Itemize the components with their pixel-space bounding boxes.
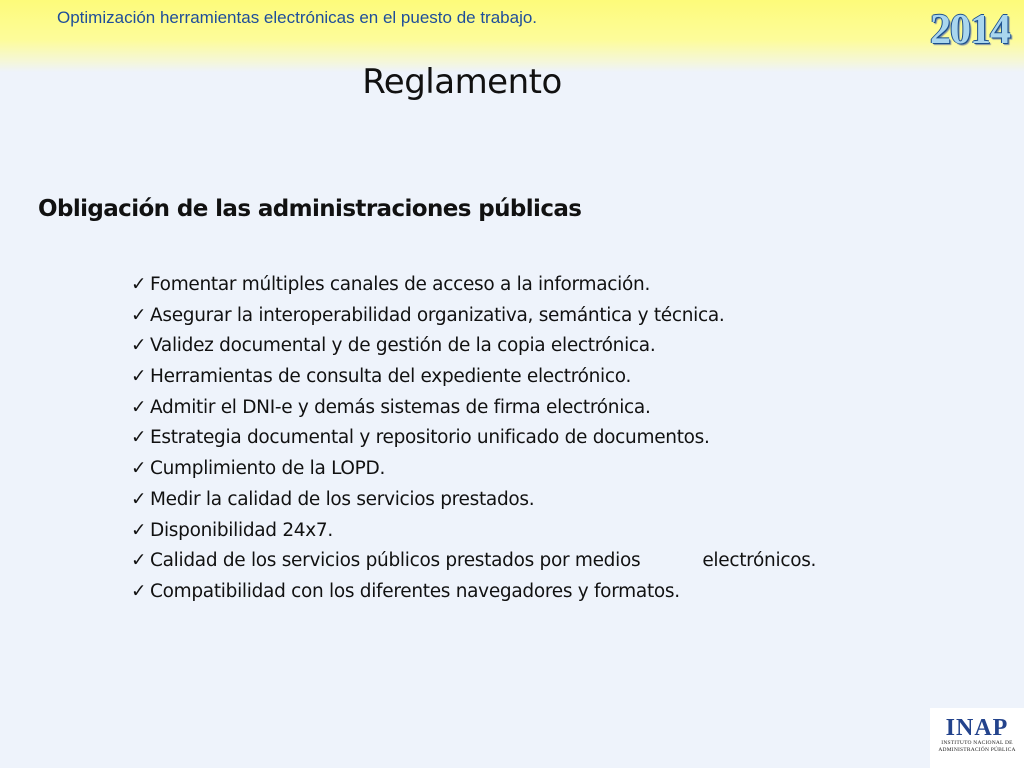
checkmark-icon: ✓ [131, 488, 147, 510]
presentation-title: Optimización herramientas electrónicas en el puesto de trabajo. [57, 8, 538, 27]
list-item [131, 362, 816, 393]
list-item [131, 577, 816, 608]
checkmark-icon: ✓ [131, 304, 147, 326]
list-item-text: Validez documental y de gestión de la copia electrónica. [150, 335, 656, 357]
checkmark-icon: ✓ [131, 366, 147, 388]
checkmark-icon: ✓ [131, 427, 147, 449]
logo-subtitle-line1: INSTITUTO NACIONAL DE [941, 740, 1013, 746]
logo-name: INAP [945, 715, 1009, 741]
list-item-text: Admitir el DNI-e y demás sistemas de firma electrónica. [150, 396, 651, 418]
list-item-text: Cumplimiento de la LOPD. [150, 458, 386, 480]
slide-title: Reglamento [362, 62, 562, 102]
checkmark-icon: ✓ [131, 458, 147, 480]
list-item-text: Medir la calidad de los servicios prestados. [150, 488, 535, 510]
checkmark-icon: ✓ [131, 335, 147, 357]
list-item [131, 331, 816, 362]
year-badge: 2014 [930, 7, 1010, 53]
obligation-list [131, 270, 816, 608]
list-item [131, 393, 816, 424]
list-item-text: Herramientas de consulta del expediente electrónico. [150, 366, 632, 388]
list-item-continuation: electrónicos. [702, 550, 817, 572]
section-heading: Obligación de las administraciones públicas [38, 196, 582, 222]
list-item [131, 301, 816, 332]
list-item-text: Asegurar la interoperabilidad organizativa, semántica y técnica. [150, 304, 725, 326]
list-item [131, 546, 816, 577]
logo-subtitle-line2: ADMINISTRACIÓN PÚBLICA [938, 747, 1016, 753]
checkmark-icon: ✓ [131, 580, 147, 602]
checkmark-icon: ✓ [131, 550, 147, 572]
checkmark-icon: ✓ [131, 519, 147, 541]
inap-logo [930, 708, 1024, 768]
checkmark-icon: ✓ [131, 274, 147, 295]
list-item-text: Fomentar múltiples canales de acceso a la información. [150, 274, 651, 295]
list-item [131, 454, 816, 485]
list-item-text: Disponibilidad 24x7. [150, 519, 333, 541]
list-item-text: Estrategia documental y repositorio unificado de documentos. [150, 427, 710, 449]
list-item-text: Calidad de los servicios públicos prestados por medios [150, 550, 641, 572]
list-item [131, 423, 816, 454]
list-item [131, 270, 816, 301]
list-item-text: Compatibilidad con los diferentes navegadores y formatos. [150, 580, 680, 602]
checkmark-icon: ✓ [131, 396, 147, 418]
list-item [131, 485, 816, 516]
list-item [131, 516, 816, 547]
